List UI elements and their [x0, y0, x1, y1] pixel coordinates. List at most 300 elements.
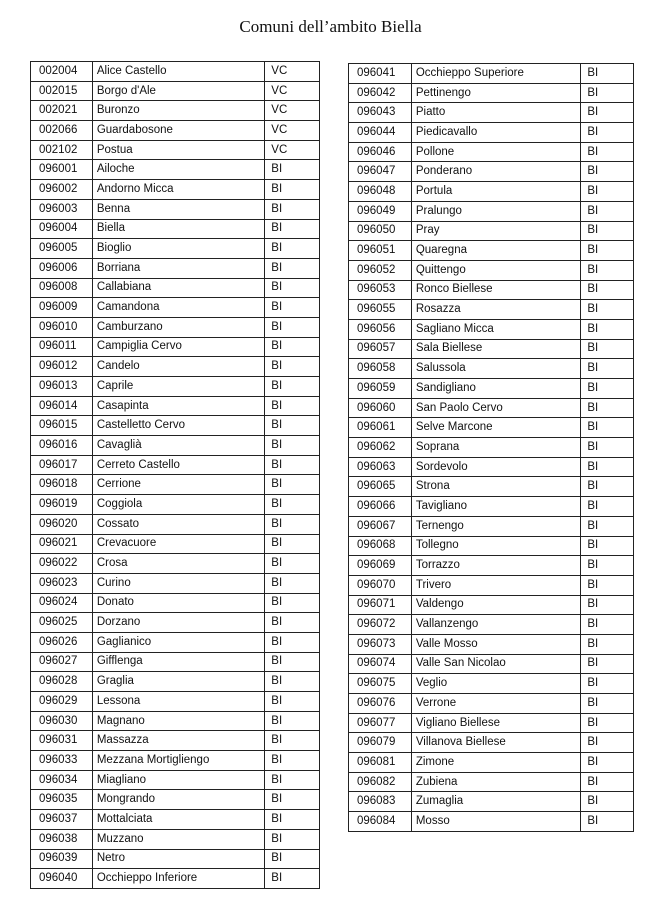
istat-code-cell: 096083	[349, 792, 412, 812]
table-row	[349, 300, 634, 320]
table-row	[349, 182, 634, 202]
municipality-name-cell: Mongrando	[92, 790, 264, 810]
province-cell: BI	[265, 436, 320, 456]
table-row	[349, 379, 634, 399]
province-cell: BI	[265, 573, 320, 593]
table-row	[349, 103, 634, 123]
table-row	[31, 495, 320, 515]
municipality-name-cell: Mosso	[411, 812, 580, 832]
table-row	[31, 711, 320, 731]
table-row	[31, 849, 320, 869]
municipality-name-cell: Portula	[411, 182, 580, 202]
province-cell: BI	[581, 182, 634, 202]
municipality-name-cell: Gaglianico	[92, 632, 264, 652]
istat-code-cell: 096077	[349, 713, 412, 733]
municipality-name-cell: Borriana	[92, 258, 264, 278]
province-cell: BI	[581, 123, 634, 143]
municipality-name-cell: Zimone	[411, 753, 580, 773]
municipality-name-cell: Miagliano	[92, 770, 264, 790]
page-title: Comuni dell’ambito Biella	[239, 17, 422, 36]
province-cell: BI	[581, 733, 634, 753]
province-cell: BI	[581, 615, 634, 635]
municipality-name-cell: Vallanzengo	[411, 615, 580, 635]
municipality-name-cell: Cerreto Castello	[92, 455, 264, 475]
province-cell: BI	[581, 103, 634, 123]
municipality-name-cell: Trivero	[411, 575, 580, 595]
table-row	[31, 199, 320, 219]
istat-code-cell: 096066	[349, 497, 412, 517]
province-cell: BI	[581, 201, 634, 221]
municipality-name-cell: Crevacuore	[92, 534, 264, 554]
province-cell: BI	[581, 674, 634, 694]
province-cell: BI	[581, 595, 634, 615]
municipality-name-cell: Camburzano	[92, 317, 264, 337]
table-row	[349, 694, 634, 714]
istat-code-cell: 096084	[349, 812, 412, 832]
istat-code-cell: 096065	[349, 477, 412, 497]
municipality-name-cell: Tavigliano	[411, 497, 580, 517]
istat-code-cell: 096030	[31, 711, 93, 731]
table-row	[349, 339, 634, 359]
table-row	[349, 319, 634, 339]
province-cell: BI	[265, 475, 320, 495]
province-cell: BI	[581, 634, 634, 654]
table-row	[31, 731, 320, 751]
table-row	[349, 398, 634, 418]
province-cell: BI	[265, 711, 320, 731]
table-row	[31, 455, 320, 475]
province-cell: BI	[265, 632, 320, 652]
istat-code-cell: 096033	[31, 751, 93, 771]
istat-code-cell: 096025	[31, 613, 93, 633]
municipality-name-cell: Casapinta	[92, 396, 264, 416]
province-cell: BI	[265, 731, 320, 751]
table-row	[31, 81, 320, 101]
table-row	[349, 438, 634, 458]
table-row	[349, 83, 634, 103]
table-row	[349, 733, 634, 753]
istat-code-cell: 096011	[31, 337, 93, 357]
province-cell: BI	[265, 514, 320, 534]
istat-code-cell: 096051	[349, 241, 412, 261]
province-cell: BI	[581, 536, 634, 556]
municipalities-table-right	[348, 63, 634, 832]
istat-code-cell: 096081	[349, 753, 412, 773]
municipality-name-cell: Lessona	[92, 692, 264, 712]
municipality-name-cell: Vigliano Biellese	[411, 713, 580, 733]
table-row	[31, 160, 320, 180]
municipality-name-cell: Donato	[92, 593, 264, 613]
table-row	[31, 652, 320, 672]
table-row	[31, 377, 320, 397]
municipality-name-cell: Sagliano Micca	[411, 319, 580, 339]
province-cell: BI	[581, 319, 634, 339]
table-body-right	[349, 64, 634, 832]
municipality-name-cell: Sala Biellese	[411, 339, 580, 359]
province-cell: BI	[265, 810, 320, 830]
municipality-name-cell: Bioglio	[92, 239, 264, 259]
istat-code-cell: 096059	[349, 379, 412, 399]
municipality-name-cell: Buronzo	[92, 101, 264, 121]
province-cell: BI	[581, 575, 634, 595]
table-row	[31, 121, 320, 141]
province-cell: BI	[265, 770, 320, 790]
istat-code-cell: 096041	[349, 64, 412, 84]
province-cell: BI	[581, 64, 634, 84]
istat-code-cell: 096003	[31, 199, 93, 219]
istat-code-cell: 096014	[31, 396, 93, 416]
istat-code-cell: 096022	[31, 554, 93, 574]
istat-code-cell: 096037	[31, 810, 93, 830]
table-row	[349, 142, 634, 162]
province-cell: BI	[581, 280, 634, 300]
istat-code-cell: 096082	[349, 772, 412, 792]
province-cell: VC	[265, 62, 320, 82]
province-cell: BI	[265, 199, 320, 219]
province-cell: BI	[581, 516, 634, 536]
istat-code-cell: 096038	[31, 829, 93, 849]
table-row	[31, 790, 320, 810]
municipality-name-cell: Coggiola	[92, 495, 264, 515]
istat-code-cell: 096074	[349, 654, 412, 674]
municipality-name-cell: Callabiana	[92, 278, 264, 298]
table-row	[31, 751, 320, 771]
table-row	[31, 573, 320, 593]
table-row	[31, 692, 320, 712]
istat-code-cell: 096040	[31, 869, 93, 889]
municipality-name-cell: Verrone	[411, 694, 580, 714]
municipality-name-cell: Biella	[92, 219, 264, 239]
municipality-name-cell: Veglio	[411, 674, 580, 694]
municipality-name-cell: Strona	[411, 477, 580, 497]
table-row	[31, 219, 320, 239]
istat-code-cell: 096076	[349, 694, 412, 714]
table-row	[31, 298, 320, 318]
municipality-name-cell: Graglia	[92, 672, 264, 692]
municipality-name-cell: Cerrione	[92, 475, 264, 495]
table-row	[31, 869, 320, 889]
istat-code-cell: 096015	[31, 416, 93, 436]
province-cell: BI	[581, 398, 634, 418]
table-row	[349, 753, 634, 773]
istat-code-cell: 096009	[31, 298, 93, 318]
table-row	[31, 475, 320, 495]
municipality-name-cell: Zumaglia	[411, 792, 580, 812]
istat-code-cell: 096004	[31, 219, 93, 239]
province-cell: BI	[581, 772, 634, 792]
municipality-name-cell: Dorzano	[92, 613, 264, 633]
municipality-name-cell: Ronco Biellese	[411, 280, 580, 300]
istat-code-cell: 096028	[31, 672, 93, 692]
istat-code-cell: 002102	[31, 140, 93, 160]
table-row	[31, 632, 320, 652]
istat-code-cell: 096046	[349, 142, 412, 162]
istat-code-cell: 096050	[349, 221, 412, 241]
istat-code-cell: 096063	[349, 457, 412, 477]
municipality-name-cell: Zubiena	[411, 772, 580, 792]
istat-code-cell: 096043	[349, 103, 412, 123]
istat-code-cell: 096035	[31, 790, 93, 810]
istat-code-cell: 096060	[349, 398, 412, 418]
table-row	[31, 436, 320, 456]
table-row	[31, 357, 320, 377]
istat-code-cell: 096058	[349, 359, 412, 379]
istat-code-cell: 096079	[349, 733, 412, 753]
province-cell: BI	[581, 457, 634, 477]
municipality-name-cell: Camandona	[92, 298, 264, 318]
province-cell: BI	[581, 497, 634, 517]
municipality-name-cell: Castelletto Cervo	[92, 416, 264, 436]
istat-code-cell: 096072	[349, 615, 412, 635]
istat-code-cell: 096071	[349, 595, 412, 615]
municipality-name-cell: Sandigliano	[411, 379, 580, 399]
table-row	[349, 634, 634, 654]
municipality-name-cell: Cossato	[92, 514, 264, 534]
province-cell: BI	[581, 812, 634, 832]
municipality-name-cell: Caprile	[92, 377, 264, 397]
municipality-name-cell: Rosazza	[411, 300, 580, 320]
table-row	[349, 615, 634, 635]
table-row	[349, 457, 634, 477]
province-cell: BI	[265, 534, 320, 554]
province-cell: BI	[265, 160, 320, 180]
table-row	[31, 613, 320, 633]
province-cell: BI	[265, 554, 320, 574]
table-row	[31, 278, 320, 298]
municipality-name-cell: Curino	[92, 573, 264, 593]
province-cell: BI	[581, 83, 634, 103]
table-row	[349, 575, 634, 595]
municipality-name-cell: Quittengo	[411, 260, 580, 280]
istat-code-cell: 096002	[31, 180, 93, 200]
istat-code-cell: 096052	[349, 260, 412, 280]
municipality-name-cell: Massazza	[92, 731, 264, 751]
province-cell: BI	[581, 753, 634, 773]
province-cell: BI	[265, 278, 320, 298]
table-row	[349, 123, 634, 143]
istat-code-cell: 096016	[31, 436, 93, 456]
table-row	[349, 241, 634, 261]
table-row	[31, 514, 320, 534]
istat-code-cell: 096017	[31, 455, 93, 475]
municipality-name-cell: Selve Marcone	[411, 418, 580, 438]
istat-code-cell: 096012	[31, 357, 93, 377]
table-row	[31, 62, 320, 82]
province-cell: BI	[265, 219, 320, 239]
table-row	[349, 418, 634, 438]
table-row	[349, 260, 634, 280]
province-cell: BI	[265, 258, 320, 278]
istat-code-cell: 096057	[349, 339, 412, 359]
province-cell: BI	[265, 357, 320, 377]
province-cell: BI	[265, 337, 320, 357]
istat-code-cell: 096049	[349, 201, 412, 221]
municipality-name-cell: Quaregna	[411, 241, 580, 261]
municipality-name-cell: Ponderano	[411, 162, 580, 182]
istat-code-cell: 096020	[31, 514, 93, 534]
province-cell: BI	[581, 438, 634, 458]
istat-code-cell: 096027	[31, 652, 93, 672]
municipality-name-cell: Mottalciata	[92, 810, 264, 830]
istat-code-cell: 002015	[31, 81, 93, 101]
istat-code-cell: 096026	[31, 632, 93, 652]
municipality-name-cell: Villanova Biellese	[411, 733, 580, 753]
province-cell: BI	[581, 241, 634, 261]
province-cell: BI	[265, 180, 320, 200]
province-cell: BI	[265, 593, 320, 613]
istat-code-cell: 096006	[31, 258, 93, 278]
table-row	[349, 792, 634, 812]
province-cell: BI	[265, 495, 320, 515]
table-row	[31, 770, 320, 790]
municipality-name-cell: Postua	[92, 140, 264, 160]
istat-code-cell: 096019	[31, 495, 93, 515]
istat-code-cell: 096044	[349, 123, 412, 143]
istat-code-cell: 096048	[349, 182, 412, 202]
istat-code-cell: 096068	[349, 536, 412, 556]
municipality-name-cell: Mezzana Mortigliengo	[92, 751, 264, 771]
istat-code-cell: 096031	[31, 731, 93, 751]
province-cell: BI	[265, 455, 320, 475]
province-cell: BI	[265, 298, 320, 318]
table-row	[31, 258, 320, 278]
province-cell: BI	[265, 317, 320, 337]
municipality-name-cell: Valdengo	[411, 595, 580, 615]
istat-code-cell: 096039	[31, 849, 93, 869]
municipality-name-cell: Magnano	[92, 711, 264, 731]
istat-code-cell: 096055	[349, 300, 412, 320]
istat-code-cell: 096069	[349, 556, 412, 576]
province-cell: BI	[265, 692, 320, 712]
istat-code-cell: 096034	[31, 770, 93, 790]
province-cell: BI	[265, 377, 320, 397]
table-row	[349, 595, 634, 615]
province-cell: VC	[265, 101, 320, 121]
istat-code-cell: 096047	[349, 162, 412, 182]
table-row	[349, 556, 634, 576]
istat-code-cell: 096073	[349, 634, 412, 654]
istat-code-cell: 096075	[349, 674, 412, 694]
istat-code-cell: 096008	[31, 278, 93, 298]
municipality-name-cell: Ailoche	[92, 160, 264, 180]
municipality-name-cell: Andorno Micca	[92, 180, 264, 200]
municipality-name-cell: Crosa	[92, 554, 264, 574]
table-row	[31, 810, 320, 830]
province-cell: BI	[581, 477, 634, 497]
istat-code-cell: 096067	[349, 516, 412, 536]
municipality-name-cell: Torrazzo	[411, 556, 580, 576]
table-row	[349, 64, 634, 84]
municipality-name-cell: San Paolo Cervo	[411, 398, 580, 418]
table-row	[349, 713, 634, 733]
istat-code-cell: 002021	[31, 101, 93, 121]
table-row	[31, 180, 320, 200]
municipality-name-cell: Valle San Nicolao	[411, 654, 580, 674]
table-row	[31, 534, 320, 554]
table-row	[349, 162, 634, 182]
province-cell: BI	[581, 713, 634, 733]
istat-code-cell: 096018	[31, 475, 93, 495]
table-row	[349, 201, 634, 221]
istat-code-cell: 096001	[31, 160, 93, 180]
municipality-name-cell: Tollegno	[411, 536, 580, 556]
province-cell: BI	[581, 556, 634, 576]
province-cell: BI	[265, 751, 320, 771]
table-row	[31, 829, 320, 849]
municipality-name-cell: Netro	[92, 849, 264, 869]
istat-code-cell: 096070	[349, 575, 412, 595]
istat-code-cell: 096061	[349, 418, 412, 438]
istat-code-cell: 096062	[349, 438, 412, 458]
province-cell: BI	[581, 221, 634, 241]
province-cell: BI	[581, 142, 634, 162]
table-row	[349, 516, 634, 536]
istat-code-cell: 096024	[31, 593, 93, 613]
istat-code-cell: 002066	[31, 121, 93, 141]
istat-code-cell: 096021	[31, 534, 93, 554]
municipality-name-cell: Soprana	[411, 438, 580, 458]
province-cell: BI	[581, 300, 634, 320]
table-row	[349, 674, 634, 694]
municipality-name-cell: Benna	[92, 199, 264, 219]
table-row	[349, 359, 634, 379]
province-cell: BI	[265, 790, 320, 810]
municipality-name-cell: Candelo	[92, 357, 264, 377]
province-cell: BI	[581, 162, 634, 182]
province-cell: BI	[581, 792, 634, 812]
municipality-name-cell: Alice Castello	[92, 62, 264, 82]
municipality-name-cell: Occhieppo Superiore	[411, 64, 580, 84]
municipality-name-cell: Pray	[411, 221, 580, 241]
province-cell: BI	[265, 672, 320, 692]
province-cell: BI	[581, 260, 634, 280]
table-row	[349, 477, 634, 497]
municipality-name-cell: Sordevolo	[411, 457, 580, 477]
table-row	[31, 554, 320, 574]
istat-code-cell: 096013	[31, 377, 93, 397]
province-cell: BI	[581, 379, 634, 399]
istat-code-cell: 096010	[31, 317, 93, 337]
table-row	[31, 396, 320, 416]
table-row	[349, 280, 634, 300]
province-cell: VC	[265, 121, 320, 141]
istat-code-cell: 096053	[349, 280, 412, 300]
table-row	[349, 654, 634, 674]
table-row	[31, 416, 320, 436]
istat-code-cell: 096029	[31, 692, 93, 712]
municipality-name-cell: Muzzano	[92, 829, 264, 849]
municipality-name-cell: Piatto	[411, 103, 580, 123]
table-row	[31, 101, 320, 121]
province-cell: BI	[581, 654, 634, 674]
province-cell: BI	[265, 849, 320, 869]
istat-code-cell: 002004	[31, 62, 93, 82]
municipality-name-cell: Gifflenga	[92, 652, 264, 672]
table-row	[31, 672, 320, 692]
province-cell: VC	[265, 140, 320, 160]
table-row	[31, 239, 320, 259]
province-cell: BI	[265, 613, 320, 633]
table-row	[31, 140, 320, 160]
province-cell: BI	[265, 829, 320, 849]
municipality-name-cell: Campiglia Cervo	[92, 337, 264, 357]
istat-code-cell: 096042	[349, 83, 412, 103]
province-cell: VC	[265, 81, 320, 101]
table-body-left	[31, 62, 320, 889]
table-row	[349, 812, 634, 832]
table-row	[31, 337, 320, 357]
municipality-name-cell: Pollone	[411, 142, 580, 162]
